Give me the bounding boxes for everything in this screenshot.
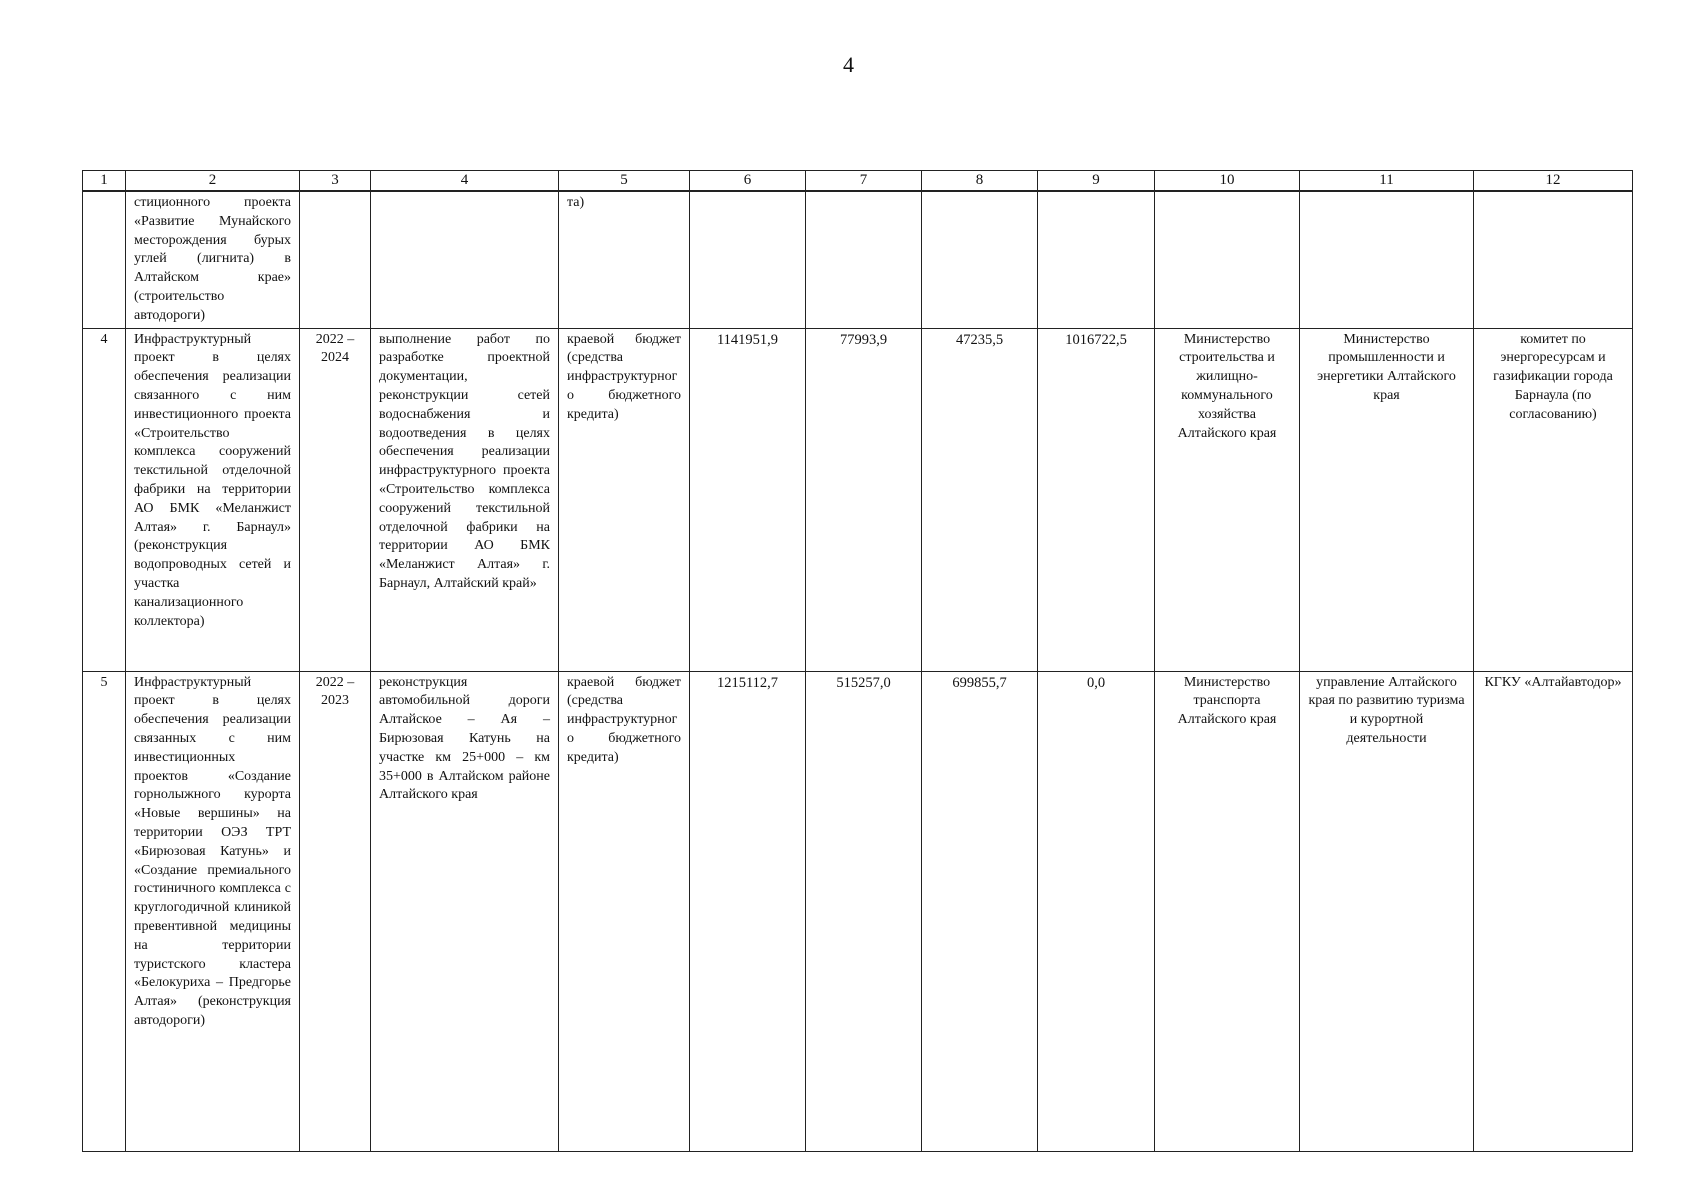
amount-2024-cell: [1038, 191, 1155, 328]
amount-2022-cell: [806, 191, 922, 328]
participant-cell: КГКУ «Алтайавтодор»: [1474, 671, 1633, 1151]
participant-cell: комитет по энергоресурсам и газификации города Барнаула (по согласованию): [1474, 328, 1633, 671]
project-name-cell: стиционного проекта «Развитие Мунайского месторождения бурых углей (лигнита) в Алтайском крае» (строительство автодороги): [126, 191, 300, 328]
funding-source-cell: краевой бюджет (средства инфраструктурного бюджетного кредита): [559, 328, 690, 671]
amount-2024-cell: 0,0: [1038, 671, 1155, 1151]
column-header: 8: [922, 171, 1038, 192]
amount-2023-cell: 699855,7: [922, 671, 1038, 1151]
table-row: [83, 328, 1633, 671]
funding-source-cell: краевой бюджет (средства инфраструктурного бюджетного кредита): [559, 671, 690, 1151]
column-header: 7: [806, 171, 922, 192]
row-number: 4: [83, 328, 126, 671]
amount-2022-cell: 515257,0: [806, 671, 922, 1151]
project-name-cell: Инфраструктурный проект в целях обеспечения реализации связанного с ним инвестиционного проекта «Строительство комплекса сооружений текстильной отделочной фабрики на территории АО БМК «Меланжист Алтая» г. Барнаул» (реконструкция водопроводных сетей и участка канализационного коллектора): [126, 328, 300, 671]
activity-cell: реконструкция автомобильной дороги Алтайское – Ая – Бирюзовая Катунь на участке км 25+000 – км 35+000 в Алтайском районе Алтайского края: [371, 671, 559, 1151]
period-cell: [300, 191, 371, 328]
period-cell: 2022 – 2024: [300, 328, 371, 671]
column-header: 12: [1474, 171, 1633, 192]
row-number: 5: [83, 671, 126, 1151]
period-cell: 2022 – 2023: [300, 671, 371, 1151]
column-header: 9: [1038, 171, 1155, 192]
activity-cell: [371, 191, 559, 328]
project-name-cell: Инфраструктурный проект в целях обеспечения реализации связанных с ним инвестиционных проектов «Создание горнолыжного курорта «Новые вершины» на территории ОЭЗ ТРТ «Бирюзовая Катунь» и «Создание премиального гостиничного комплекса с круглогодичной клиникой превентивной медицины на территории туристского кластера «Белокуриха – Предгорье Алтая» (реконструкция автодороги): [126, 671, 300, 1151]
row-number: [83, 191, 126, 328]
table-row: [83, 191, 1633, 328]
co-executor-cell: управление Алтайского края по развитию туризма и курортной деятельности: [1300, 671, 1474, 1151]
amount-2022-cell: 77993,9: [806, 328, 922, 671]
total-amount-cell: 1141951,9: [690, 328, 806, 671]
document-table: [82, 170, 1633, 1152]
column-header: 3: [300, 171, 371, 192]
co-executor-cell: [1300, 191, 1474, 328]
total-amount-cell: 1215112,7: [690, 671, 806, 1151]
column-header: 6: [690, 171, 806, 192]
column-header: 5: [559, 171, 690, 192]
column-header: 1: [83, 171, 126, 192]
amount-2023-cell: 47235,5: [922, 328, 1038, 671]
activity-cell: выполнение работ по разработке проектной документации, реконструкции сетей водоснабжения и водоотведения в целях обеспечения реализации инфраструктурного проекта «Строительство комплекса сооружений текстильной отделочной фабрики на территории АО БМК «Меланжист Алтая» г. Барнаул, Алтайский край»: [371, 328, 559, 671]
page-number: 4: [843, 52, 854, 77]
amount-2023-cell: [922, 191, 1038, 328]
column-header: 10: [1155, 171, 1300, 192]
responsible-executor-cell: Министерство транспорта Алтайского края: [1155, 671, 1300, 1151]
funding-source-cell: та): [559, 191, 690, 328]
table-row: [83, 671, 1633, 1151]
column-header: 2: [126, 171, 300, 192]
responsible-executor-cell: [1155, 191, 1300, 328]
column-header: 4: [371, 171, 559, 192]
participant-cell: [1474, 191, 1633, 328]
amount-2024-cell: 1016722,5: [1038, 328, 1155, 671]
responsible-executor-cell: Министерство строительства и жилищно-коммунального хозяйства Алтайского края: [1155, 328, 1300, 671]
column-number-row: [83, 171, 1633, 192]
total-amount-cell: [690, 191, 806, 328]
co-executor-cell: Министерство промышленности и энергетики Алтайского края: [1300, 328, 1474, 671]
column-header: 11: [1300, 171, 1474, 192]
